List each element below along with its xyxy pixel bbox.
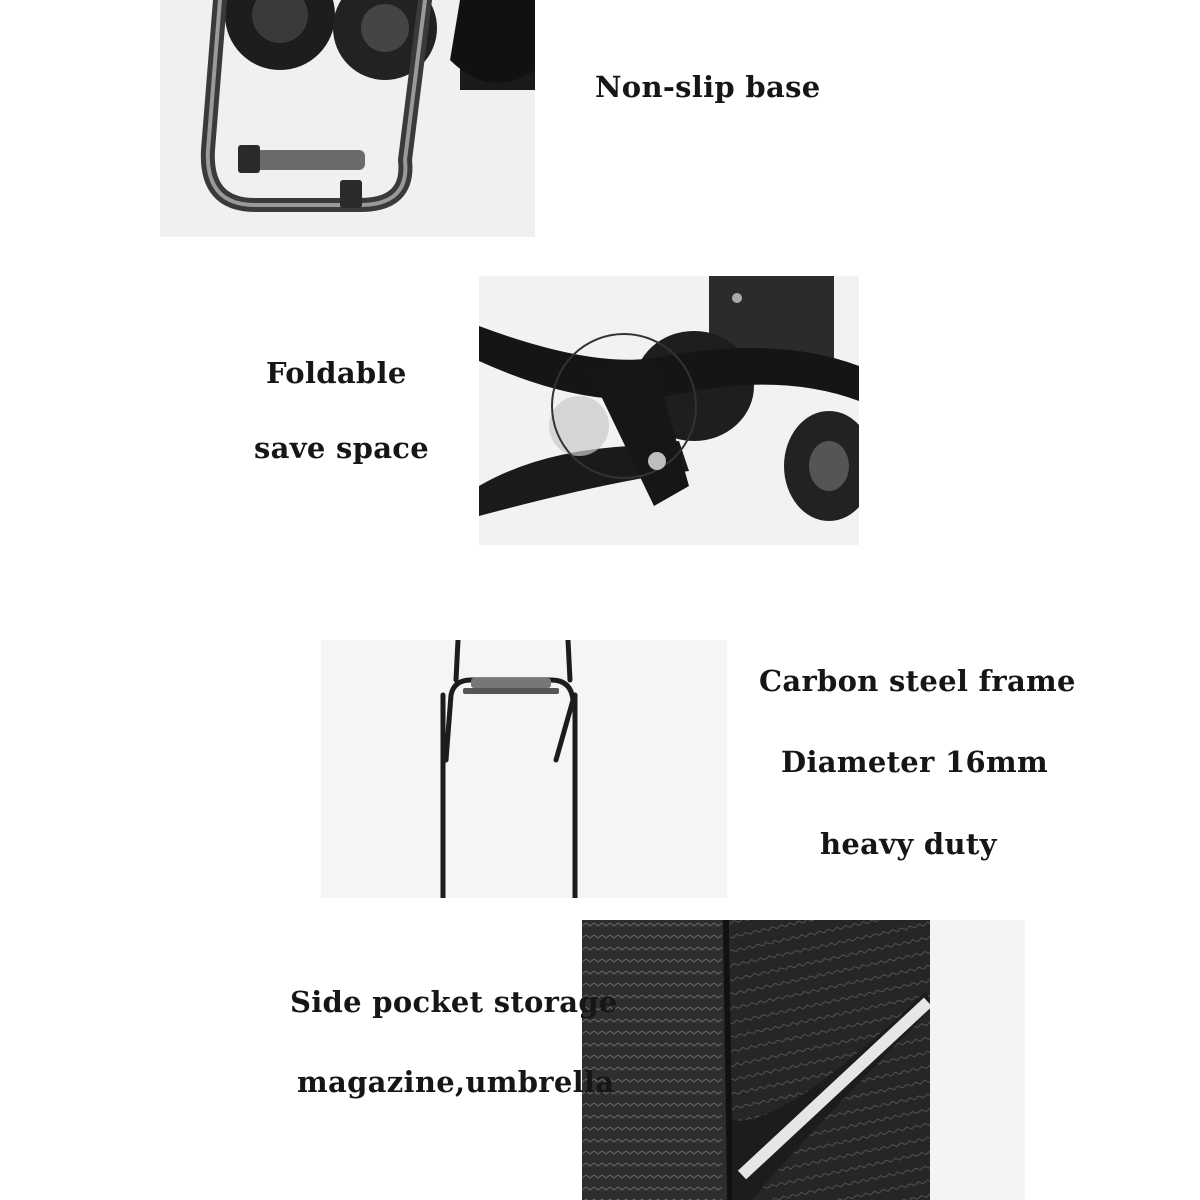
caption-diameter: Diameter 16mm [781,745,1048,779]
pocket-photo-edge [930,920,1025,1200]
caption-save-space: save space [254,431,430,465]
side-pocket-photo [582,920,930,1200]
caption-carbon-steel-frame: Carbon steel frame [759,664,1076,698]
steel-frame-photo [321,640,727,898]
caption-non-slip-base: Non-slip base [595,70,821,104]
non-slip-base-photo [160,0,535,237]
foldable-joint-photo [479,276,859,545]
caption-magazine-umbrella: magazine,umbrella [297,1065,615,1099]
caption-side-pocket: Side pocket storage [290,985,618,1019]
caption-heavy-duty: heavy duty [820,827,997,861]
caption-foldable: Foldable [266,356,407,390]
